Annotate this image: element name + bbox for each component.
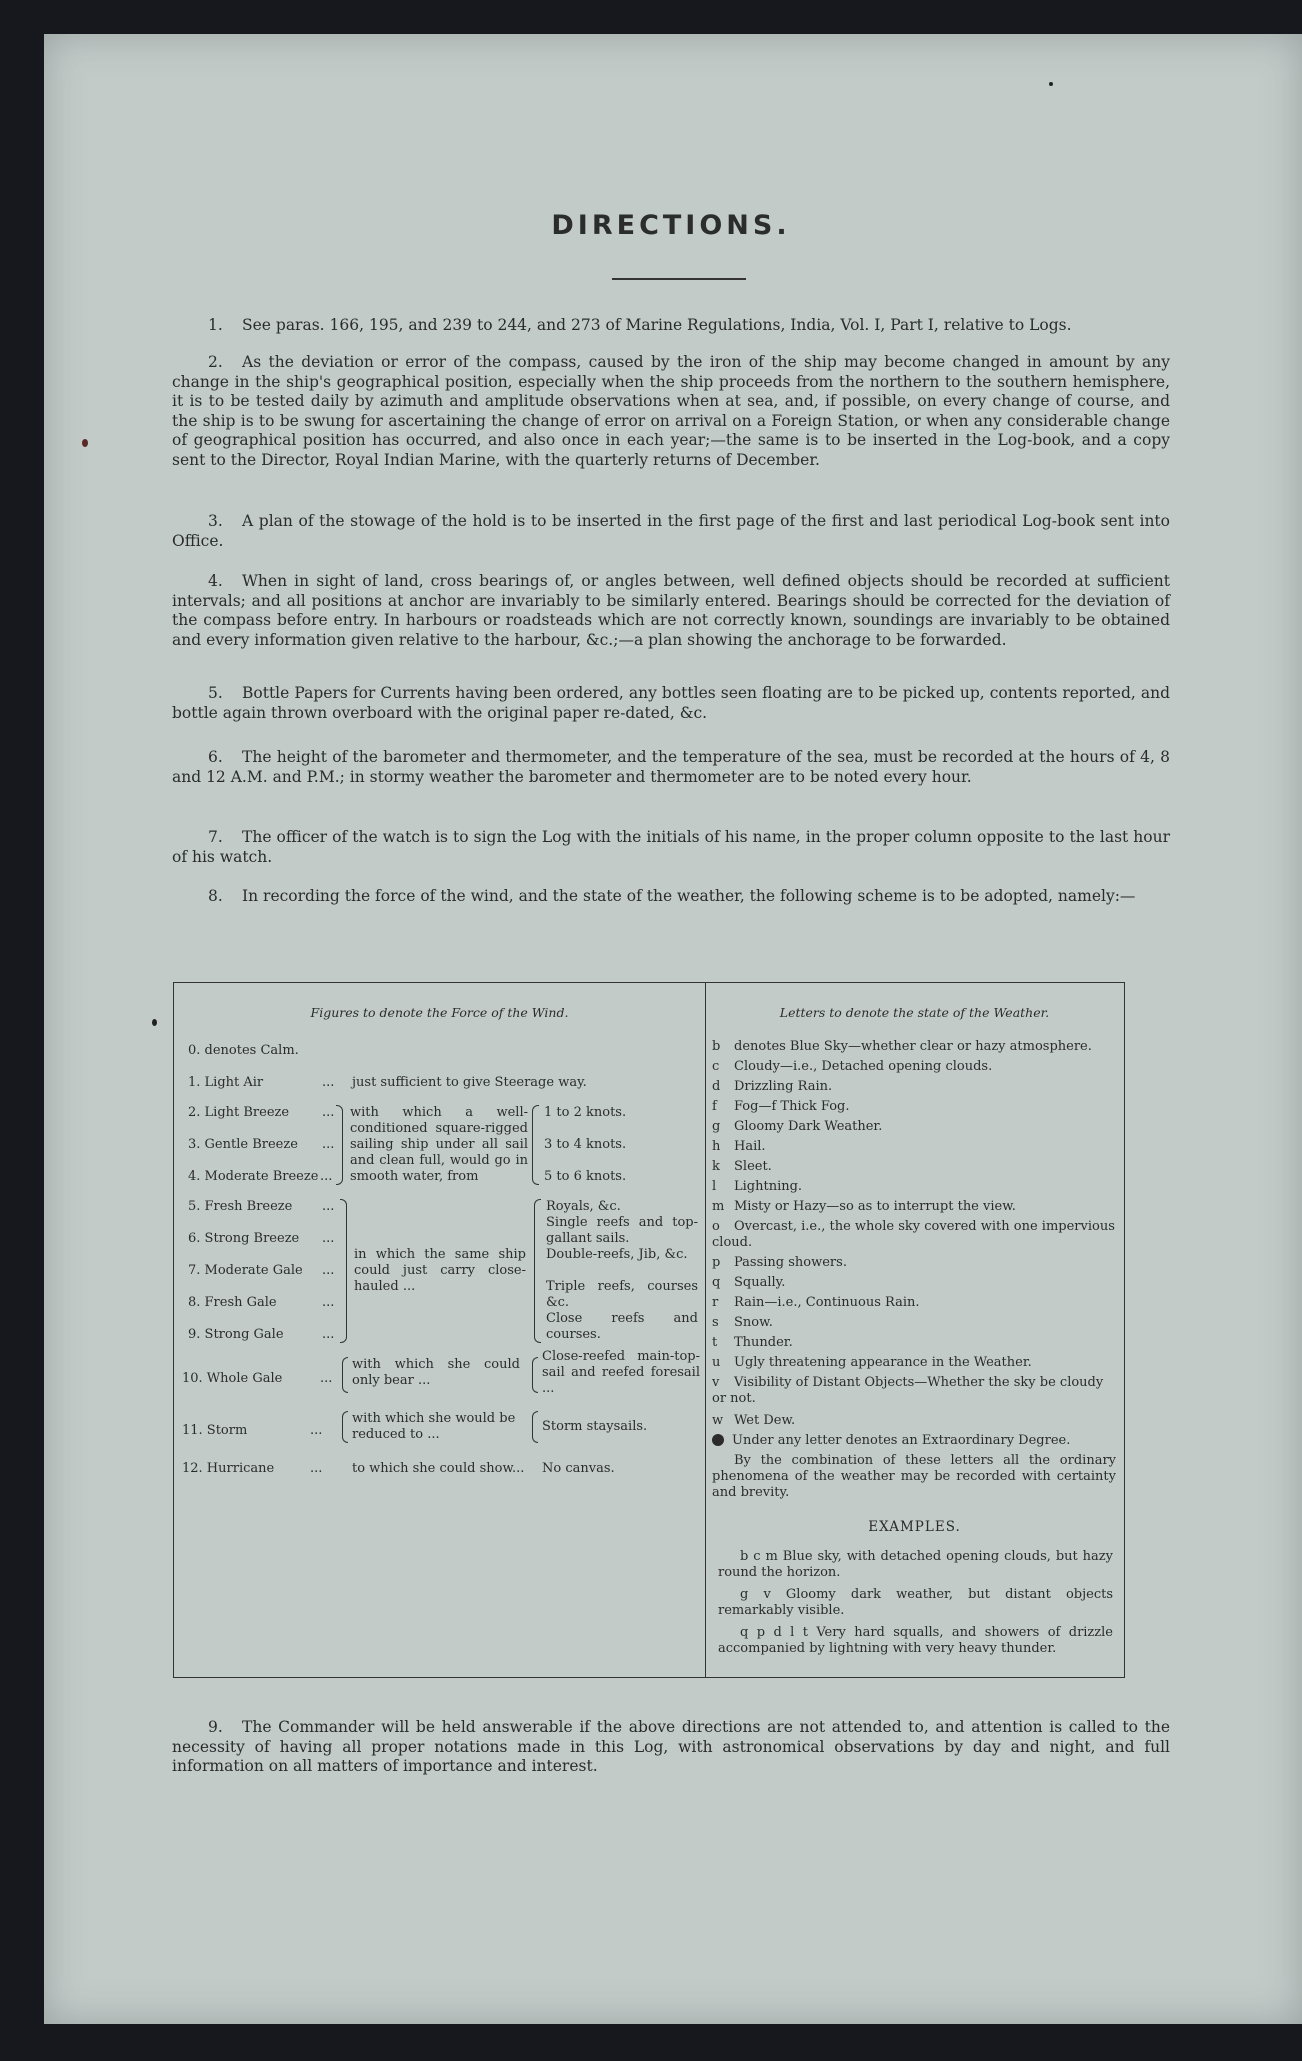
brace xyxy=(342,1357,348,1393)
weather-row-t: t Thunder. xyxy=(712,1335,793,1350)
wind-row-11-desc: with which she would be reduced to ... xyxy=(352,1411,516,1442)
wind-row-2-dots: ... xyxy=(322,1105,335,1120)
weather-row-b: b denotes Blue Sky—whether clear or hazy atmosphere. xyxy=(712,1039,1092,1054)
wind-row-7-sail: Double-reefs, Jib, &c. xyxy=(546,1247,688,1262)
wind-row-6-label: 6. Strong Breeze xyxy=(188,1231,300,1246)
example-3: q p d l t Very hard squalls, and showers of drizzle accompanied by lightning with very heavy thunder. xyxy=(718,1625,1113,1656)
wind-row-12-label: 12. Hurricane xyxy=(182,1461,275,1476)
wind-row-1-label: 1. Light Air xyxy=(188,1075,264,1090)
brace xyxy=(532,1357,538,1393)
wind-row-1-desc: just sufficient to give Steerage way. xyxy=(352,1075,587,1090)
paragraph-5: 5. Bottle Papers for Currents having been ordered, any bottles seen floating are to be picked up, contents reported, and bottle again thrown overboard with the original paper re-dated, &c. xyxy=(172,684,1170,722)
paragraph-8: 8. In recording the force of the wind, and the state of the weather, the following scheme is to be adopted, namely:— xyxy=(208,887,1136,905)
example-2: g v Gloomy dark weather, but distant objects remarkably visible. xyxy=(718,1587,1113,1618)
combination-note: By the combination of these letters all the ordinary phenomena of the weather may be recorded with certainty and brevity. xyxy=(712,1453,1116,1500)
wind-row-6-dots: ... xyxy=(322,1231,335,1246)
weather-row-r: r Rain—i.e., Continuous Rain. xyxy=(712,1295,920,1310)
page-title: DIRECTIONS. xyxy=(551,210,791,241)
brace xyxy=(342,1411,348,1443)
wind-row-12-sail: No canvas. xyxy=(542,1461,615,1476)
paragraph-1: 1. See paras. 166, 195, and 239 to 244, and 273 of Marine Regulations, India, Vol. I, Part I, relative to Logs. xyxy=(208,316,1072,334)
brace xyxy=(340,1199,347,1343)
paragraph-7: 7. The officer of the watch is to sign the Log with the initials of his name, in the proper column opposite to the last hour of his watch. xyxy=(172,828,1170,866)
wind-row-5-sail: Royals, &c. xyxy=(546,1199,621,1214)
weather-row-d: d Drizzling Rain. xyxy=(712,1079,833,1094)
examples-title: EXAMPLES. xyxy=(868,1519,961,1535)
weather-row-v: v Visibility of Distant Objects—Whether the sky be cloudy or not. xyxy=(712,1375,1104,1406)
extraordinary-dot-icon xyxy=(712,1434,724,1446)
weather-column-heading: Letters to denote the state of the Weather. xyxy=(779,1005,1050,1020)
wind-row-3-sail: 3 to 4 knots. xyxy=(544,1137,627,1152)
wind-column-heading: Figures to denote the Force of the Wind. xyxy=(310,1005,569,1020)
wind-row-1-dots: ... xyxy=(322,1075,335,1090)
wind-row-11-dots: ... xyxy=(310,1423,323,1438)
paragraph-3: 3. A plan of the stowage of the hold is to be inserted in the first page of the first and last periodical Log-book sent into Office. xyxy=(172,512,1170,550)
wind-group-5-9-desc: in which the same ship could just carry close-hauled ... xyxy=(354,1247,526,1294)
weather-row-g: g Gloomy Dark Weather. xyxy=(712,1119,883,1134)
rust-mark xyxy=(82,439,88,447)
ink-speck xyxy=(152,1019,157,1026)
wind-row-10-sail: Close-reefed main-top-sail and reefed foresail ... xyxy=(542,1349,700,1396)
wind-row-5-dots: ... xyxy=(322,1199,335,1214)
wind-row-11-label: 11. Storm xyxy=(182,1423,248,1438)
document-page xyxy=(44,34,1302,2024)
weather-row-m: m Misty or Hazy—so as to interrupt the view. xyxy=(712,1199,1016,1214)
wind-row-10-desc: with which she could only bear ... xyxy=(352,1357,520,1388)
weather-row-extraordinary: Under any letter denotes an Extraordinary Degree. xyxy=(712,1433,1070,1449)
brace xyxy=(532,1105,539,1185)
wind-row-8-label: 8. Fresh Gale xyxy=(188,1295,277,1310)
wind-row-7-dots: ... xyxy=(322,1263,335,1278)
weather-row-o: o Overcast, i.e., the whole sky covered with one impervious cloud. xyxy=(712,1219,1115,1250)
weather-row-h: h Hail. xyxy=(712,1139,766,1154)
paragraph-4: 4. When in sight of land, cross bearings of, or angles between, well defined objects should be recorded at sufficient intervals; and all positions at anchor are invariably to be similarly entered. Bearings should be corrected for the deviation of the compass before entry. In harbours or roadsteads which are not correctly known, soundings are invariably to be obtained and every information given relative to the harbour, &c.;—a plan showing the anchorage to be forwarded. xyxy=(172,572,1170,649)
weather-row-q: q Squally. xyxy=(712,1275,786,1290)
wind-row-8-sail: Triple reefs, courses &c. xyxy=(546,1279,698,1310)
wind-row-3-label: 3. Gentle Breeze xyxy=(188,1137,298,1152)
paragraph-6: 6. The height of the barometer and thermometer, and the temperature of the sea, must be recorded at the hours of 4, 8 and 12 A.M. and P.M.; in stormy weather the barometer and thermometer are to be noted every hour. xyxy=(172,748,1170,786)
wind-group-2-4-desc: with which a well-conditioned square-rigged sailing ship under all sail and clean full, would go in smooth water, from xyxy=(350,1105,528,1184)
weather-row-p: p Passing showers. xyxy=(712,1255,847,1270)
wind-row-5-label: 5. Fresh Breeze xyxy=(188,1199,293,1214)
example-1: b c m Blue sky, with detached opening clouds, but hazy round the horizon. xyxy=(718,1549,1113,1580)
weather-row-l: l Lightning. xyxy=(712,1179,803,1194)
brace xyxy=(336,1105,343,1185)
weather-row-w: w Wet Dew. xyxy=(712,1413,796,1428)
wind-row-9-sail: Close reefs and courses. xyxy=(546,1311,698,1342)
paragraph-9: 9. The Commander will be held answerable if the above directions are not attended to, and attention is called to the necessity of having all proper notations made in this Log, with astronomical observations by day and night, and full information on all matters of importance and interest. xyxy=(172,1718,1170,1775)
weather-row-k: k Sleet. xyxy=(712,1159,772,1174)
brace xyxy=(532,1411,538,1443)
wind-row-0: 0. denotes Calm. xyxy=(188,1043,299,1058)
wind-row-8-dots: ... xyxy=(322,1295,335,1310)
wind-row-10-dots: ... xyxy=(320,1371,333,1386)
scheme-table xyxy=(173,982,1125,1678)
weather-row-c: c Cloudy—i.e., Detached opening clouds. xyxy=(712,1059,993,1074)
title-rule xyxy=(612,278,746,280)
ink-speck xyxy=(1049,82,1053,86)
wind-row-6-sail: Single reefs and top-gallant sails. xyxy=(546,1215,698,1246)
wind-row-12-dots: ... xyxy=(310,1461,323,1476)
wind-row-9-label: 9. Strong Gale xyxy=(188,1327,284,1342)
wind-row-2-label: 2. Light Breeze xyxy=(188,1105,290,1120)
weather-row-u: u Ugly threatening appearance in the Weather. xyxy=(712,1355,1032,1370)
wind-row-7-label: 7. Moderate Gale xyxy=(188,1263,303,1278)
wind-row-2-sail: 1 to 2 knots. xyxy=(544,1105,627,1120)
paragraph-2: 2. As the deviation or error of the compass, caused by the iron of the ship may become changed in amount by any change in the ship's geographical position, especially when the ship proceeds from the northern to the southern hemisphere, it is to be tested daily by azimuth and amplitude observations when at sea, and, if possible, on every change of course, and the ship is to be swung for ascertaining the change of error on arrival on a Foreign Station, or when any considerable change of geographical position has occurred, and also once in each year;—the same is to be inserted in the Log-book, and a copy sent to the Director, Royal Indian Marine, with the quarterly returns of December. xyxy=(172,353,1170,469)
wind-row-9-dots: ... xyxy=(322,1327,335,1342)
wind-row-4-label: 4. Moderate Breeze xyxy=(188,1169,319,1184)
weather-row-f: f Fog—f Thick Fog. xyxy=(712,1099,850,1114)
wind-row-4-dots: ... xyxy=(320,1169,333,1184)
column-divider xyxy=(705,983,706,1677)
weather-row-s: s Snow. xyxy=(712,1315,773,1330)
brace xyxy=(534,1199,541,1343)
wind-row-10-label: 10. Whole Gale xyxy=(182,1371,283,1386)
wind-row-11-sail: Storm staysails. xyxy=(542,1419,648,1434)
wind-row-12-desc: to which she could show... xyxy=(352,1461,525,1476)
wind-row-3-dots: ... xyxy=(322,1137,335,1152)
wind-row-4-sail: 5 to 6 knots. xyxy=(544,1169,627,1184)
